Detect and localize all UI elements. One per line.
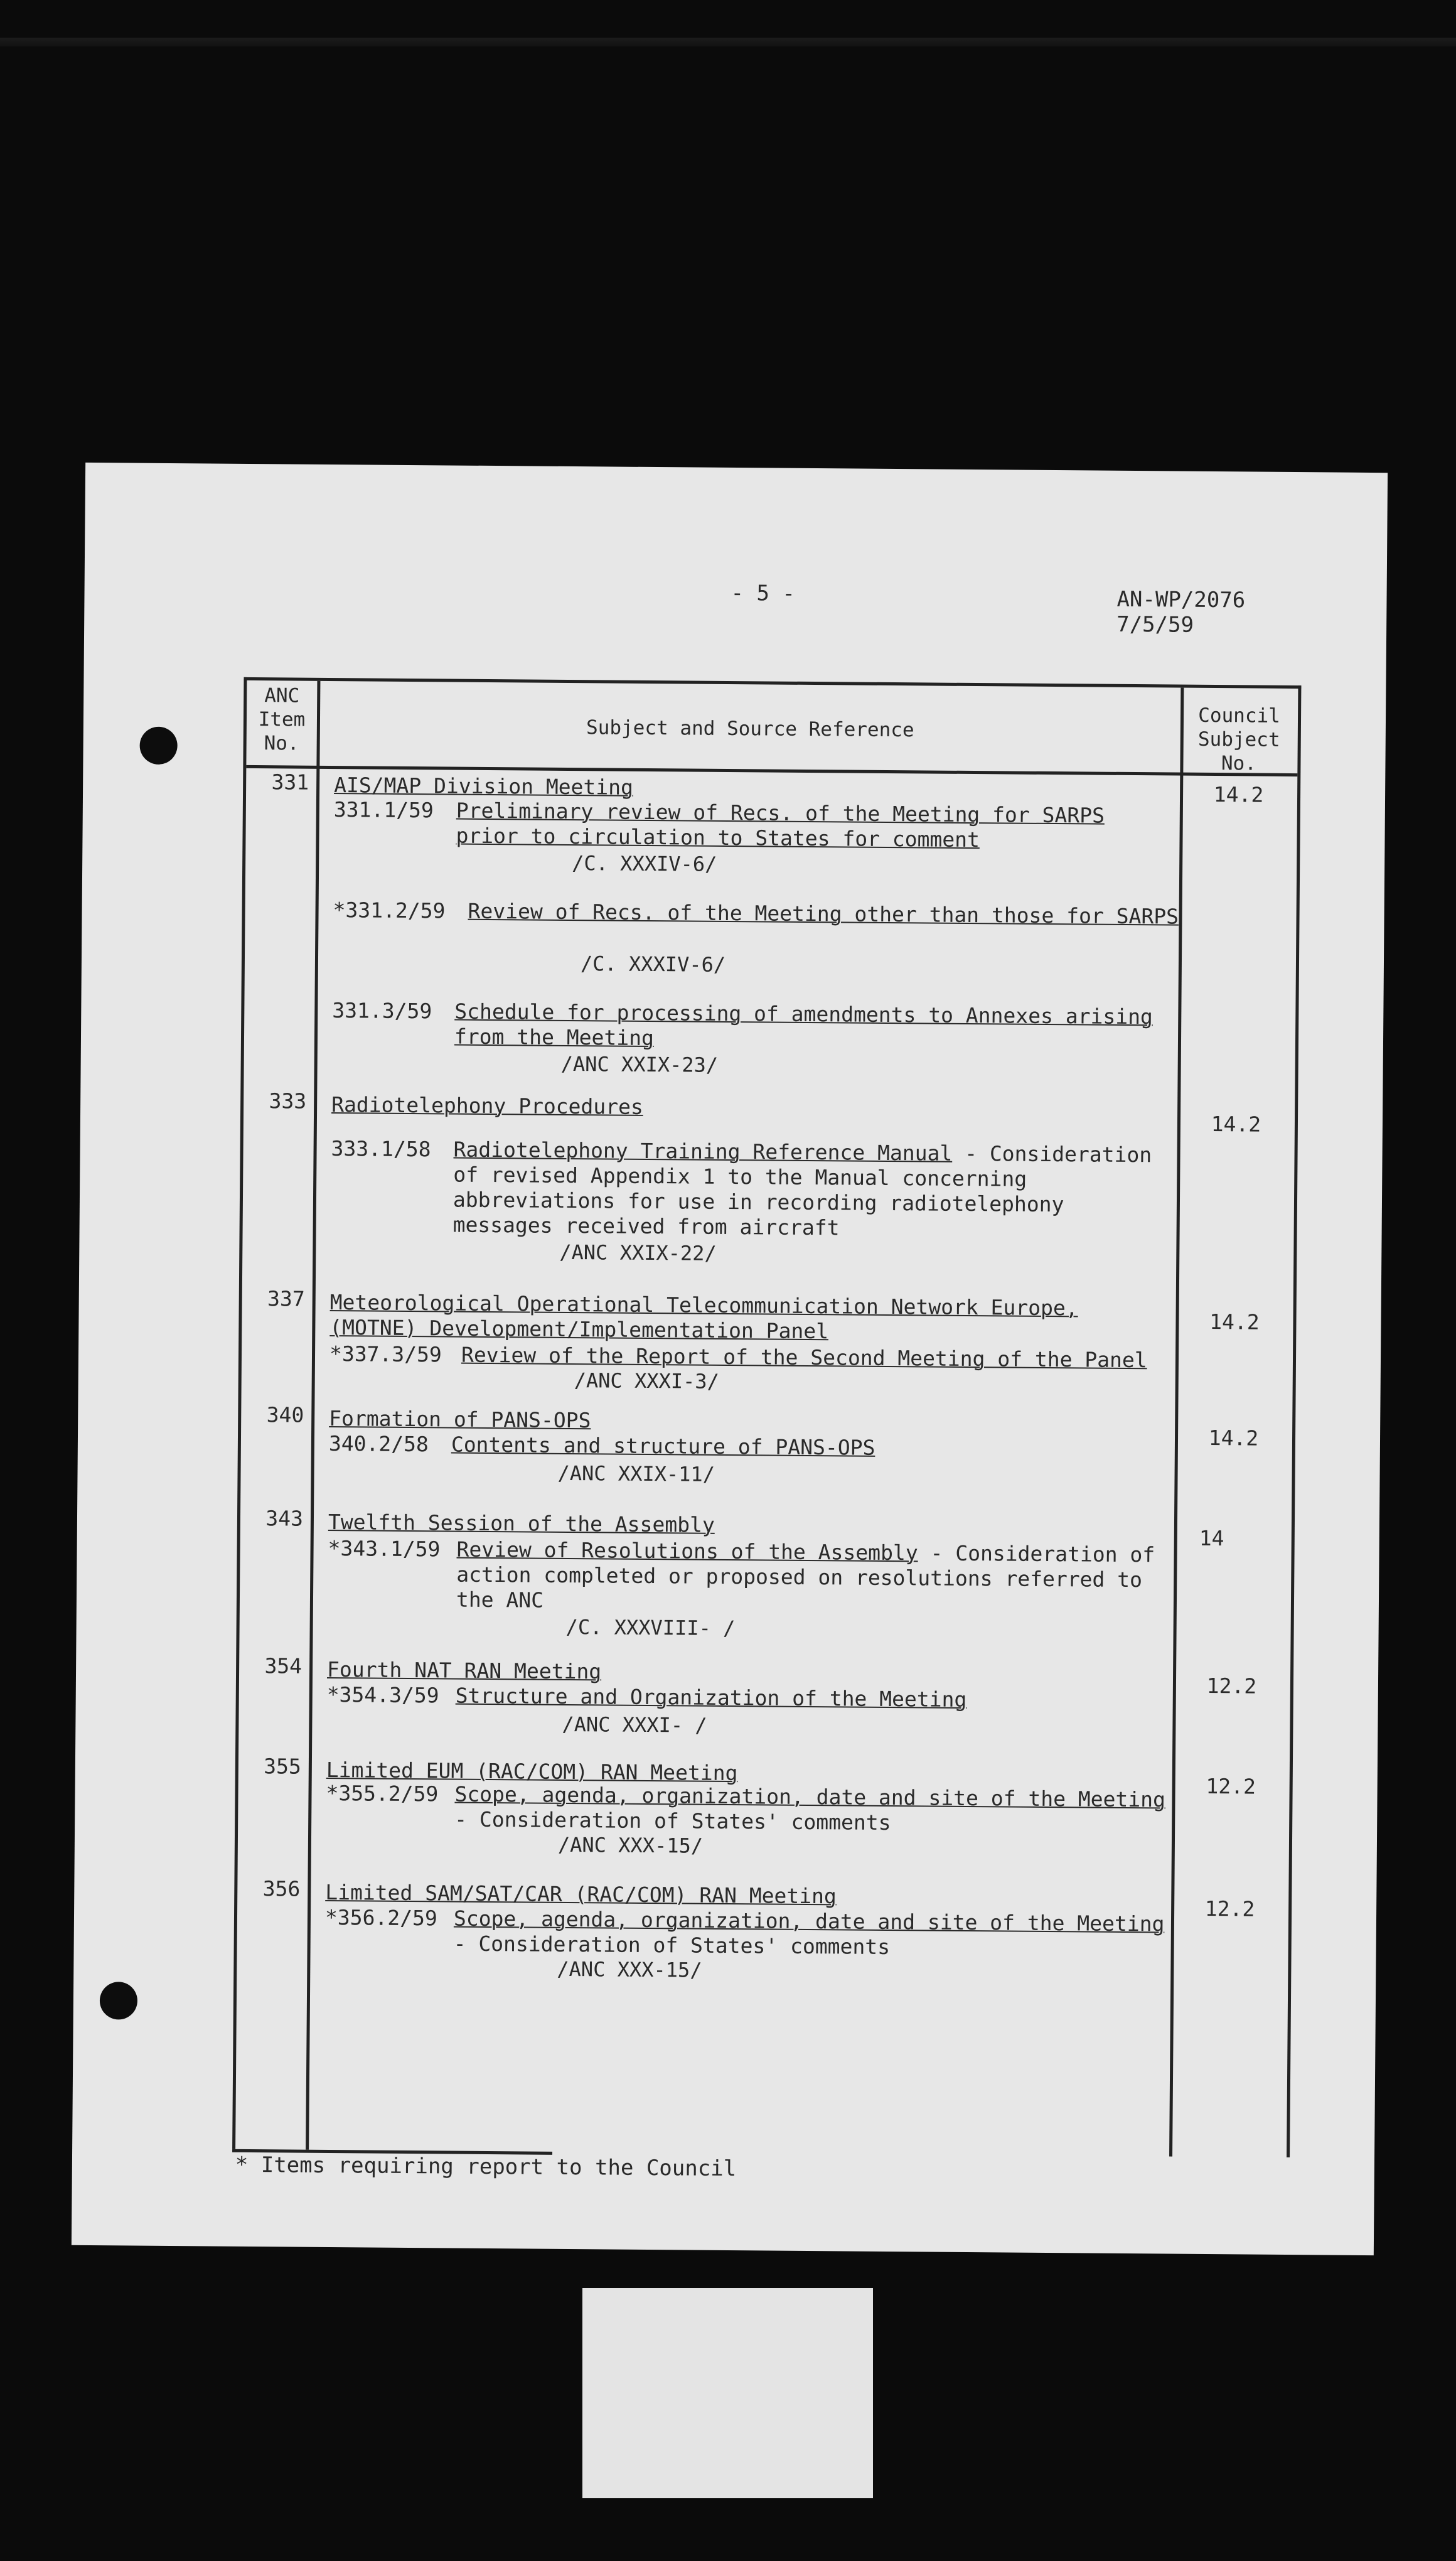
sub-item-number: *355.2/59 (326, 1780, 439, 1807)
item-title: AIS/MAP Division Meeting (334, 773, 634, 800)
item-number: 337 (267, 1286, 305, 1311)
item-number: 356 (262, 1876, 301, 1901)
sub-item-text: Review of Resolutions of the Assembly - Consideration of action completed or proposed on resolutions referred to the ANC (456, 1537, 1155, 1613)
item-title: Limited SAM/SAT/CAR (RAC/COM) RAN Meeting (325, 1879, 837, 1909)
council-subject-no: 12.2 (1204, 1896, 1255, 1921)
sub-item-text: Scope, agenda, organization, date and site of the Meeting - Consideration of States' comments (453, 1906, 1165, 1960)
item-number: 354 (264, 1653, 302, 1678)
document-date: 7/5/59 (1116, 611, 1194, 638)
item-number: 331 (271, 770, 309, 795)
council-subject-no: 14.2 (1213, 782, 1264, 807)
page-number: - 5 - (731, 580, 796, 606)
item-title: Twelfth Session of the Assembly (328, 1509, 715, 1537)
source-reference: /ANC XXX-15/ (557, 1957, 702, 1982)
item-title: Formation of PANS-OPS (329, 1405, 591, 1433)
sub-item-number: 331.1/59 (333, 797, 434, 823)
sub-item-text: Structure and Organization of the Meeting (455, 1683, 967, 1712)
source-reference: /ANC XXIX-23/ (560, 1051, 719, 1077)
sub-item-text: Preliminary review of Recs. of the Meeting for SARPS prior to circulation to States for comment (456, 798, 1105, 852)
item-number: 343 (265, 1506, 304, 1531)
item-title: Radiotelephony Procedures (331, 1092, 644, 1119)
header-council-subject-no: Council Subject No. (1197, 704, 1281, 775)
document-reference (1116, 587, 1245, 638)
agenda-table (232, 677, 1301, 2157)
council-subject-no: 12.2 (1206, 1673, 1257, 1699)
source-reference: /ANC XXX-15/ (557, 1832, 704, 1858)
sub-item-text: Radiotelephony Training Reference Manual - Consideration of revised Appendix 1 to the Manual concerning abbreviations for use in recording radiotelephony messages received from aircraft (452, 1137, 1152, 1240)
film-edge (0, 38, 1456, 46)
footnote: * Items requiring report to the Council (235, 2152, 737, 2182)
council-subject-no: 14 (1199, 1525, 1224, 1551)
item-title: Limited EUM (RAC/COM) RAN Meeting (326, 1757, 738, 1786)
council-subject-no: 14.2 (1208, 1425, 1259, 1451)
source-reference: /C. XXXIV-6/ (580, 952, 726, 977)
sub-item-number: *356.2/59 (324, 1904, 437, 1931)
sub-item-text: Review of Recs. of the Meeting other than those for SARPS (468, 898, 1179, 929)
sub-item-number: 331.3/59 (332, 998, 432, 1024)
sub-item-text: Contents and structure of PANS-OPS (451, 1432, 875, 1460)
item-title: Meteorological Operational Telecommunication Network Europe, (MOTNE) Development/Implementation Panel (329, 1289, 1078, 1344)
council-subject-no: 14.2 (1211, 1112, 1261, 1137)
label-card (582, 2288, 873, 2498)
item-number: 355 (264, 1754, 302, 1779)
source-reference: /ANC XXXI- / (562, 1712, 707, 1737)
item-number: 333 (269, 1088, 307, 1114)
item-title: Fourth NAT RAN Meeting (326, 1656, 602, 1684)
sub-item-text: Scope, agenda, organization, date and site of the Meeting - Consideration of States' comments (454, 1781, 1166, 1835)
header-anc-item-no: ANC Item No. (258, 684, 306, 755)
source-reference: /ANC XXIX-22/ (559, 1240, 717, 1265)
sub-item-number: *331.2/59 (333, 898, 446, 923)
sub-item-text: Review of the Report of the Second Meeting of the Panel (461, 1342, 1147, 1373)
sub-item-number: *354.3/59 (326, 1682, 439, 1708)
sub-item-text: Schedule for processing of amendments to Annexes arising from the Meeting (454, 999, 1154, 1051)
punch-hole (100, 1982, 137, 2019)
sub-item-number: 340.2/58 (328, 1431, 429, 1457)
item-number: 340 (266, 1402, 304, 1427)
header-subject: Subject and Source Reference (586, 716, 914, 742)
sub-item-number: *337.3/59 (329, 1341, 442, 1367)
source-reference: /C. XXXIV-6/ (572, 851, 717, 876)
council-subject-no: 14.2 (1209, 1309, 1260, 1334)
sub-item-number: *343.1/59 (328, 1535, 441, 1562)
column-divider (306, 681, 320, 2150)
document-number: AN-WP/2076 (1116, 586, 1246, 613)
source-reference: /ANC XXIX-11/ (557, 1461, 715, 1486)
punch-hole (139, 727, 177, 765)
council-subject-no: 12.2 (1206, 1773, 1256, 1799)
source-reference: /C. XXXVIII- / (565, 1614, 736, 1641)
sub-item-number: 333.1/58 (331, 1136, 431, 1162)
document-page (72, 463, 1388, 2255)
source-reference: /ANC XXXI-3/ (574, 1368, 720, 1393)
